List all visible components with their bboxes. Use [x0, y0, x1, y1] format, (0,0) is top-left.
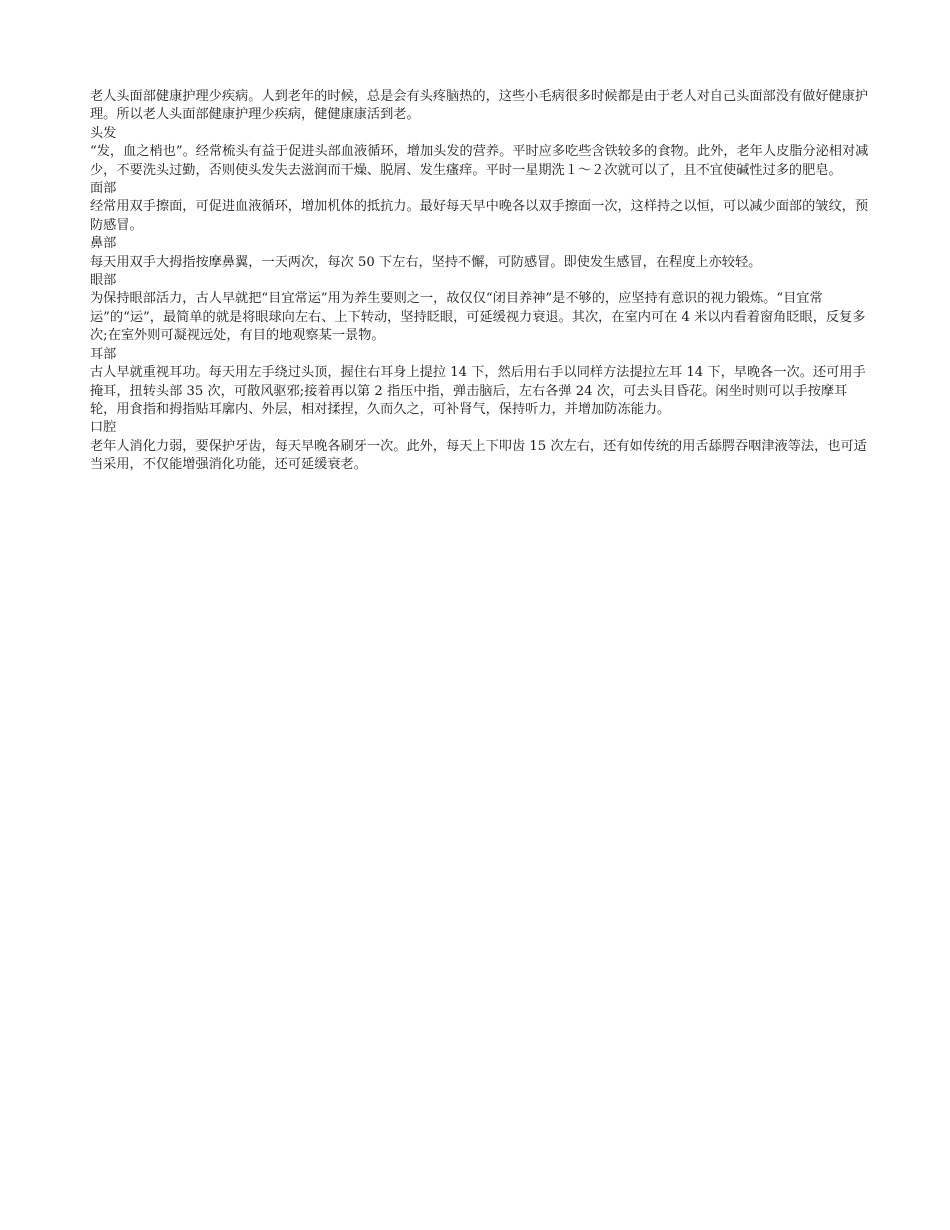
section-body-mouth: 老年人消化力弱，要保护牙齿，每天早晚各刷牙一次。此外，每天上下叩齿 15 次左右，还有如传统的用舌舔腭吞咽津液等法，也可适当采用，不仅能增强消化功能，还可延缓衰老。 — [90, 438, 867, 473]
section-heading-hair: 头发 — [90, 125, 117, 141]
section-heading-mouth: 口腔 — [90, 420, 117, 436]
section-body-nose: 每天用双手大拇指按摩鼻翼，一天两次，每次 50 下左右，坚持不懈，可防感冒。即使发生感冒，在程度上亦较轻。 — [90, 254, 762, 270]
section-heading-nose: 鼻部 — [90, 236, 117, 252]
section-heading-face: 面部 — [90, 181, 117, 197]
document-body — [90, 88, 870, 475]
section-body-ears: 古人早就重视耳功。每天用左手绕过头顶，握住右耳身上提拉 14 下，然后用右手以同样方法提拉左耳 14 下，早晚各一次。还可用手掩耳，扭转头部 35 次，可散风驱邪;接着再以第 2 指压中指，弹击脑后，左右各弹 24 次，可去头目昏花。闲坐时则可以手按摩耳轮，用食指和拇指贴耳廓内、外层，相对揉捏，久而久之，可补肾气，保持听力，并增加防冻能力。 — [90, 365, 866, 417]
intro-paragraph: 老人头面部健康护理少疾病。人到老年的时候，总是会有头疼脑热的，这些小毛病很多时候都是由于老人对自己头面部没有做好健康护理。所以老人头面部健康护理少疾病，健健康康活到老。 — [90, 89, 869, 123]
section-heading-eyes: 眼部 — [90, 273, 117, 289]
section-body-eyes: 为保持眼部活力，古人早就把“目宜常运”用为养生要则之一，故仅仅“闭目养神”是不够的，应坚持有意识的视力锻炼。“目宜常运”的“运”，最简单的就是将眼球向左右、上下转动，坚持眨眼，可延缓视力衰退。其次，在室内可在 4 米以内看着窗角眨眼，反复多次;在室外则可凝视远处，有目的地观察某一景物。 — [90, 291, 866, 344]
section-heading-ears: 耳部 — [90, 346, 117, 362]
section-body-hair: “发，血之梢也”。经常梳头有益于促进头部血液循环，增加头发的营养。平时应多吃些含铁较多的食物。此外，老年人皮脂分泌相对减少，不要洗头过勤，否则使头发失去滋润而干燥、脱屑、发生瘙痒。平时一星期洗１～２次就可以了，且不宜使碱性过多的肥皂。 — [90, 144, 869, 178]
section-body-face: 经常用双手擦面，可促进血液循环，增加机体的抵抗力。最好每天早中晚各以双手擦面一次，这样持之以恒，可以减少面部的皱纹，预防感冒。 — [90, 199, 869, 233]
